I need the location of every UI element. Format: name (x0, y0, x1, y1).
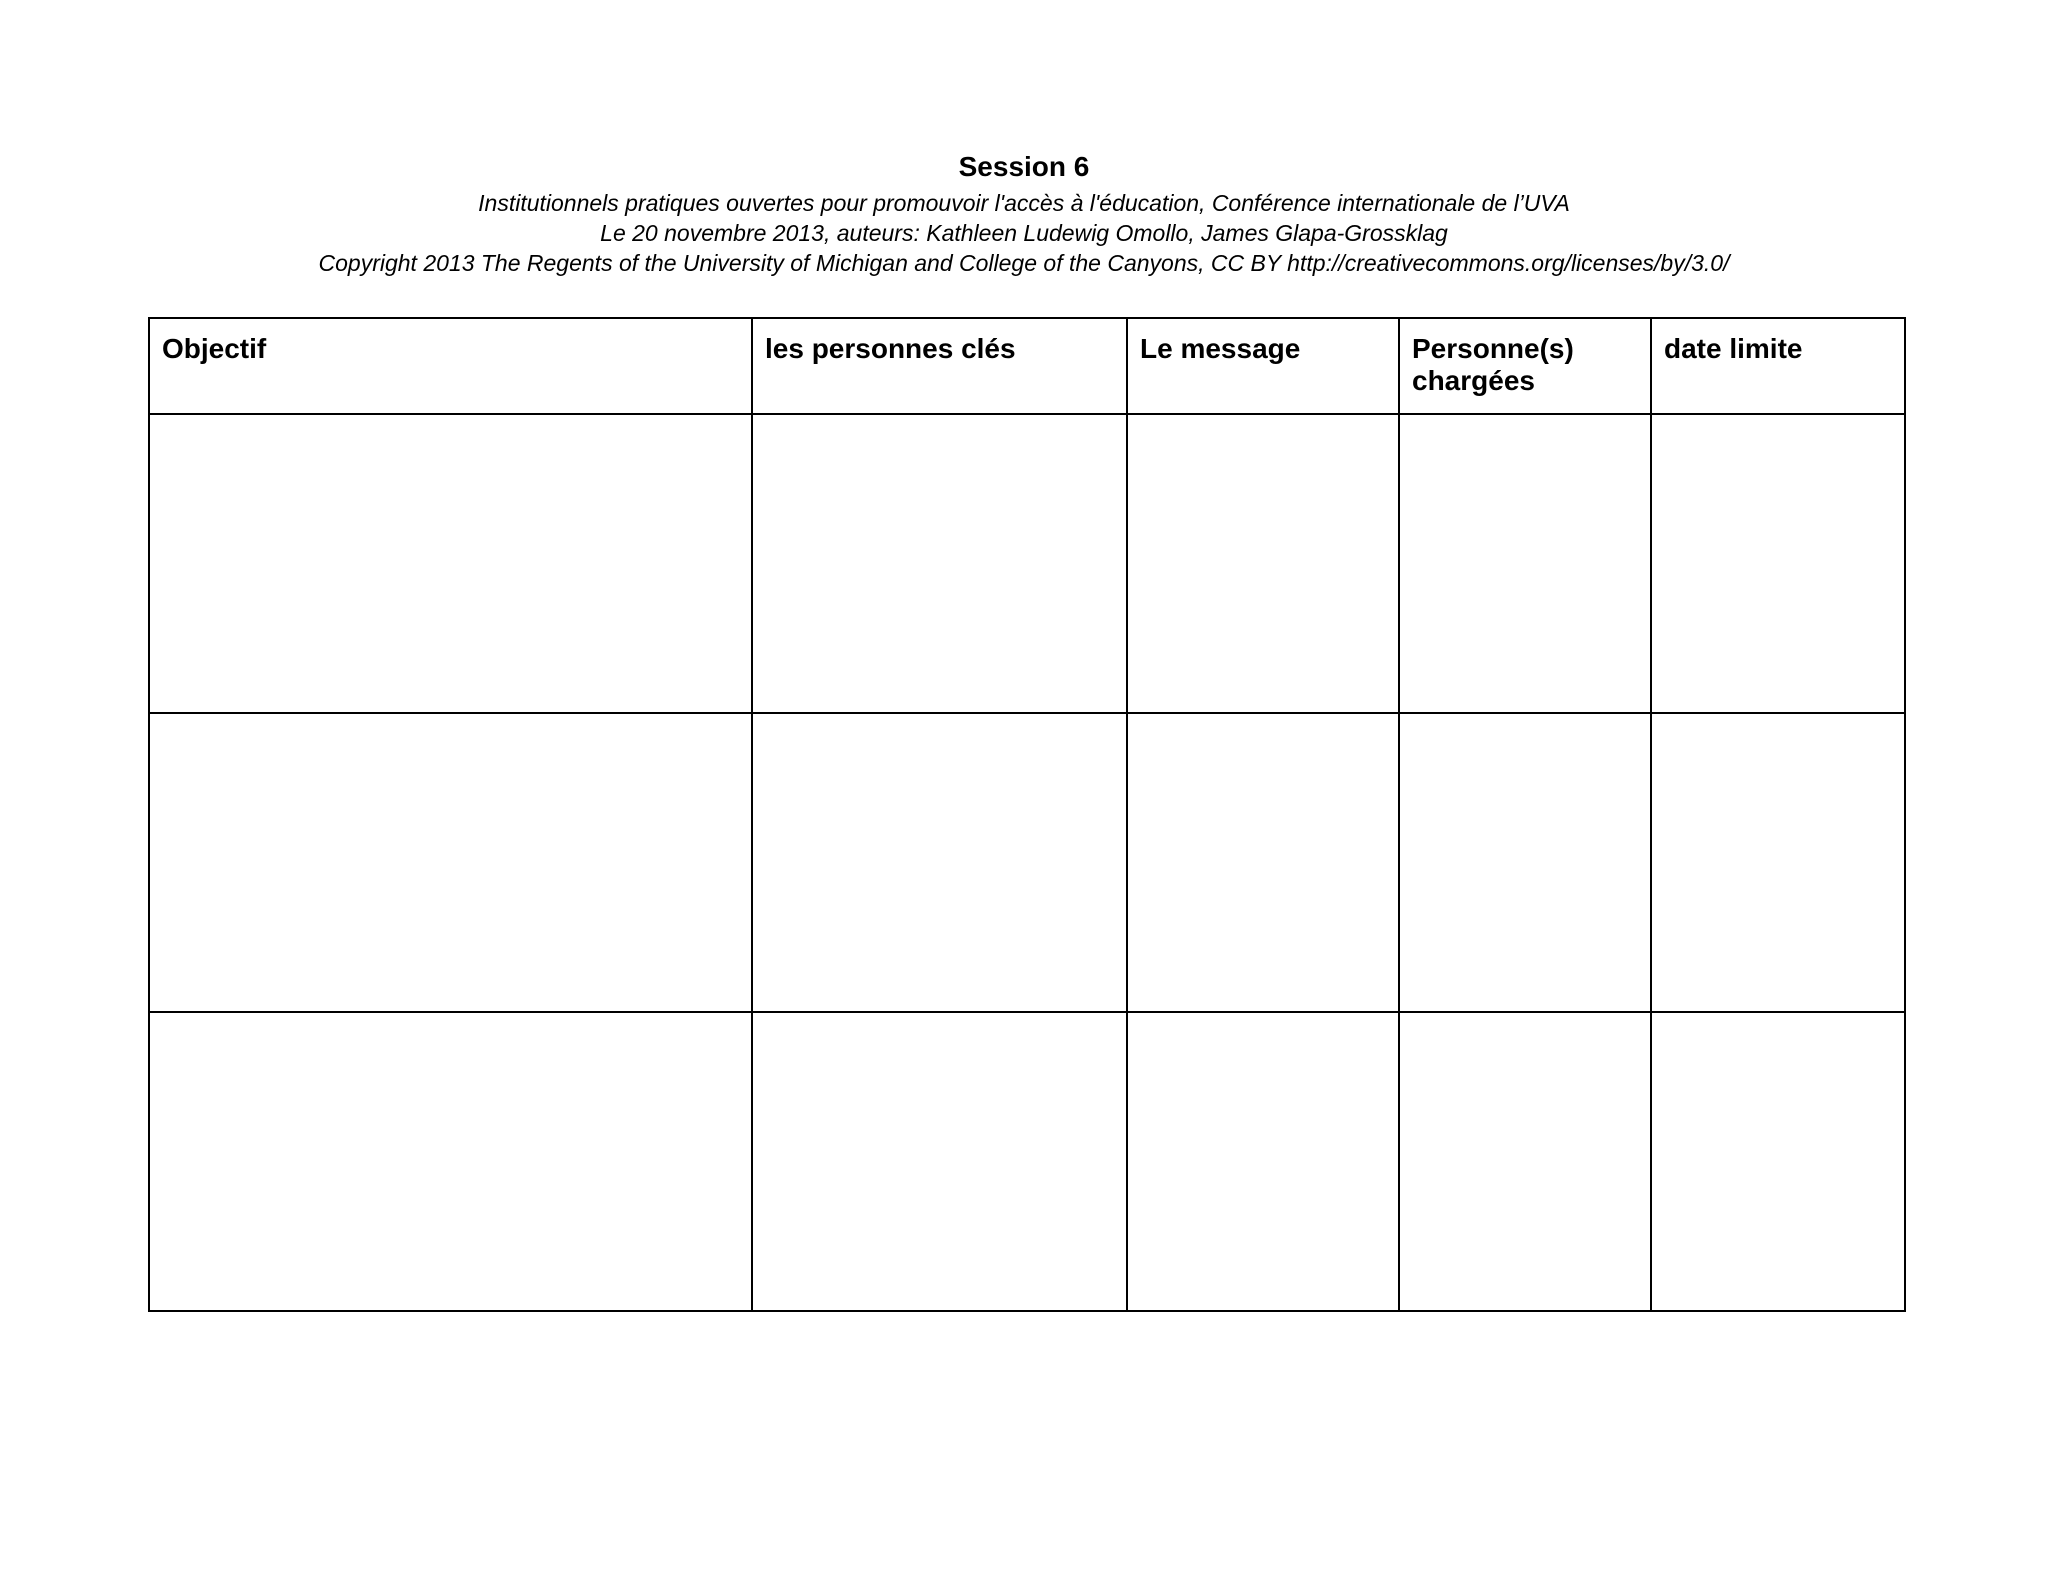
subtitle-date-authors: Le 20 novembre 2013, auteurs: Kathleen Ludewig Omollo, James Glapa-Grossklag (600, 220, 1448, 246)
table-cell[interactable] (752, 713, 1127, 1012)
table-row (149, 1012, 1905, 1311)
column-header-label: Personne(s) (1412, 333, 1574, 364)
page-title: Session 6 (958, 151, 1090, 182)
table-cell[interactable] (1651, 414, 1905, 713)
table-cell[interactable] (1399, 414, 1651, 713)
column-header-label: date limite (1664, 333, 1803, 364)
table-cell[interactable] (752, 1012, 1127, 1311)
table-header-row (149, 318, 1905, 414)
subtitle-conference: Institutionnels pratiques ouvertes pour promouvoir l'accès à l'éducation, Conférence internationale de l’UVA (478, 190, 1570, 216)
column-header-label: les personnes clés (765, 333, 1016, 364)
worksheet-table (148, 317, 1906, 1312)
column-header-personnes-cles (752, 318, 1127, 414)
column-header-personnes-chargees (1399, 318, 1651, 414)
column-header-message (1127, 318, 1399, 414)
table-cell[interactable] (1651, 1012, 1905, 1311)
column-header-label: Le message (1140, 333, 1301, 364)
table-cell[interactable] (1651, 713, 1905, 1012)
document-header (0, 150, 2048, 278)
table-row (149, 713, 1905, 1012)
table-cell[interactable] (149, 713, 752, 1012)
table-cell[interactable] (149, 1012, 752, 1311)
column-header-label-line2: chargées (1412, 365, 1535, 396)
table-cell[interactable] (752, 414, 1127, 713)
table-cell[interactable] (1127, 1012, 1399, 1311)
table-cell[interactable] (149, 414, 752, 713)
table-cell[interactable] (1399, 1012, 1651, 1311)
table-cell[interactable] (1127, 414, 1399, 713)
subtitle-copyright: Copyright 2013 The Regents of the University of Michigan and College of the Canyons, CC BY http://creativecommons.org/licenses/by/3.0/ (318, 250, 1730, 276)
column-header-date-limite (1651, 318, 1905, 414)
table-cell[interactable] (1399, 713, 1651, 1012)
table-cell[interactable] (1127, 713, 1399, 1012)
column-header-objectif (149, 318, 752, 414)
column-header-label: Objectif (162, 333, 267, 364)
table-row (149, 414, 1905, 713)
